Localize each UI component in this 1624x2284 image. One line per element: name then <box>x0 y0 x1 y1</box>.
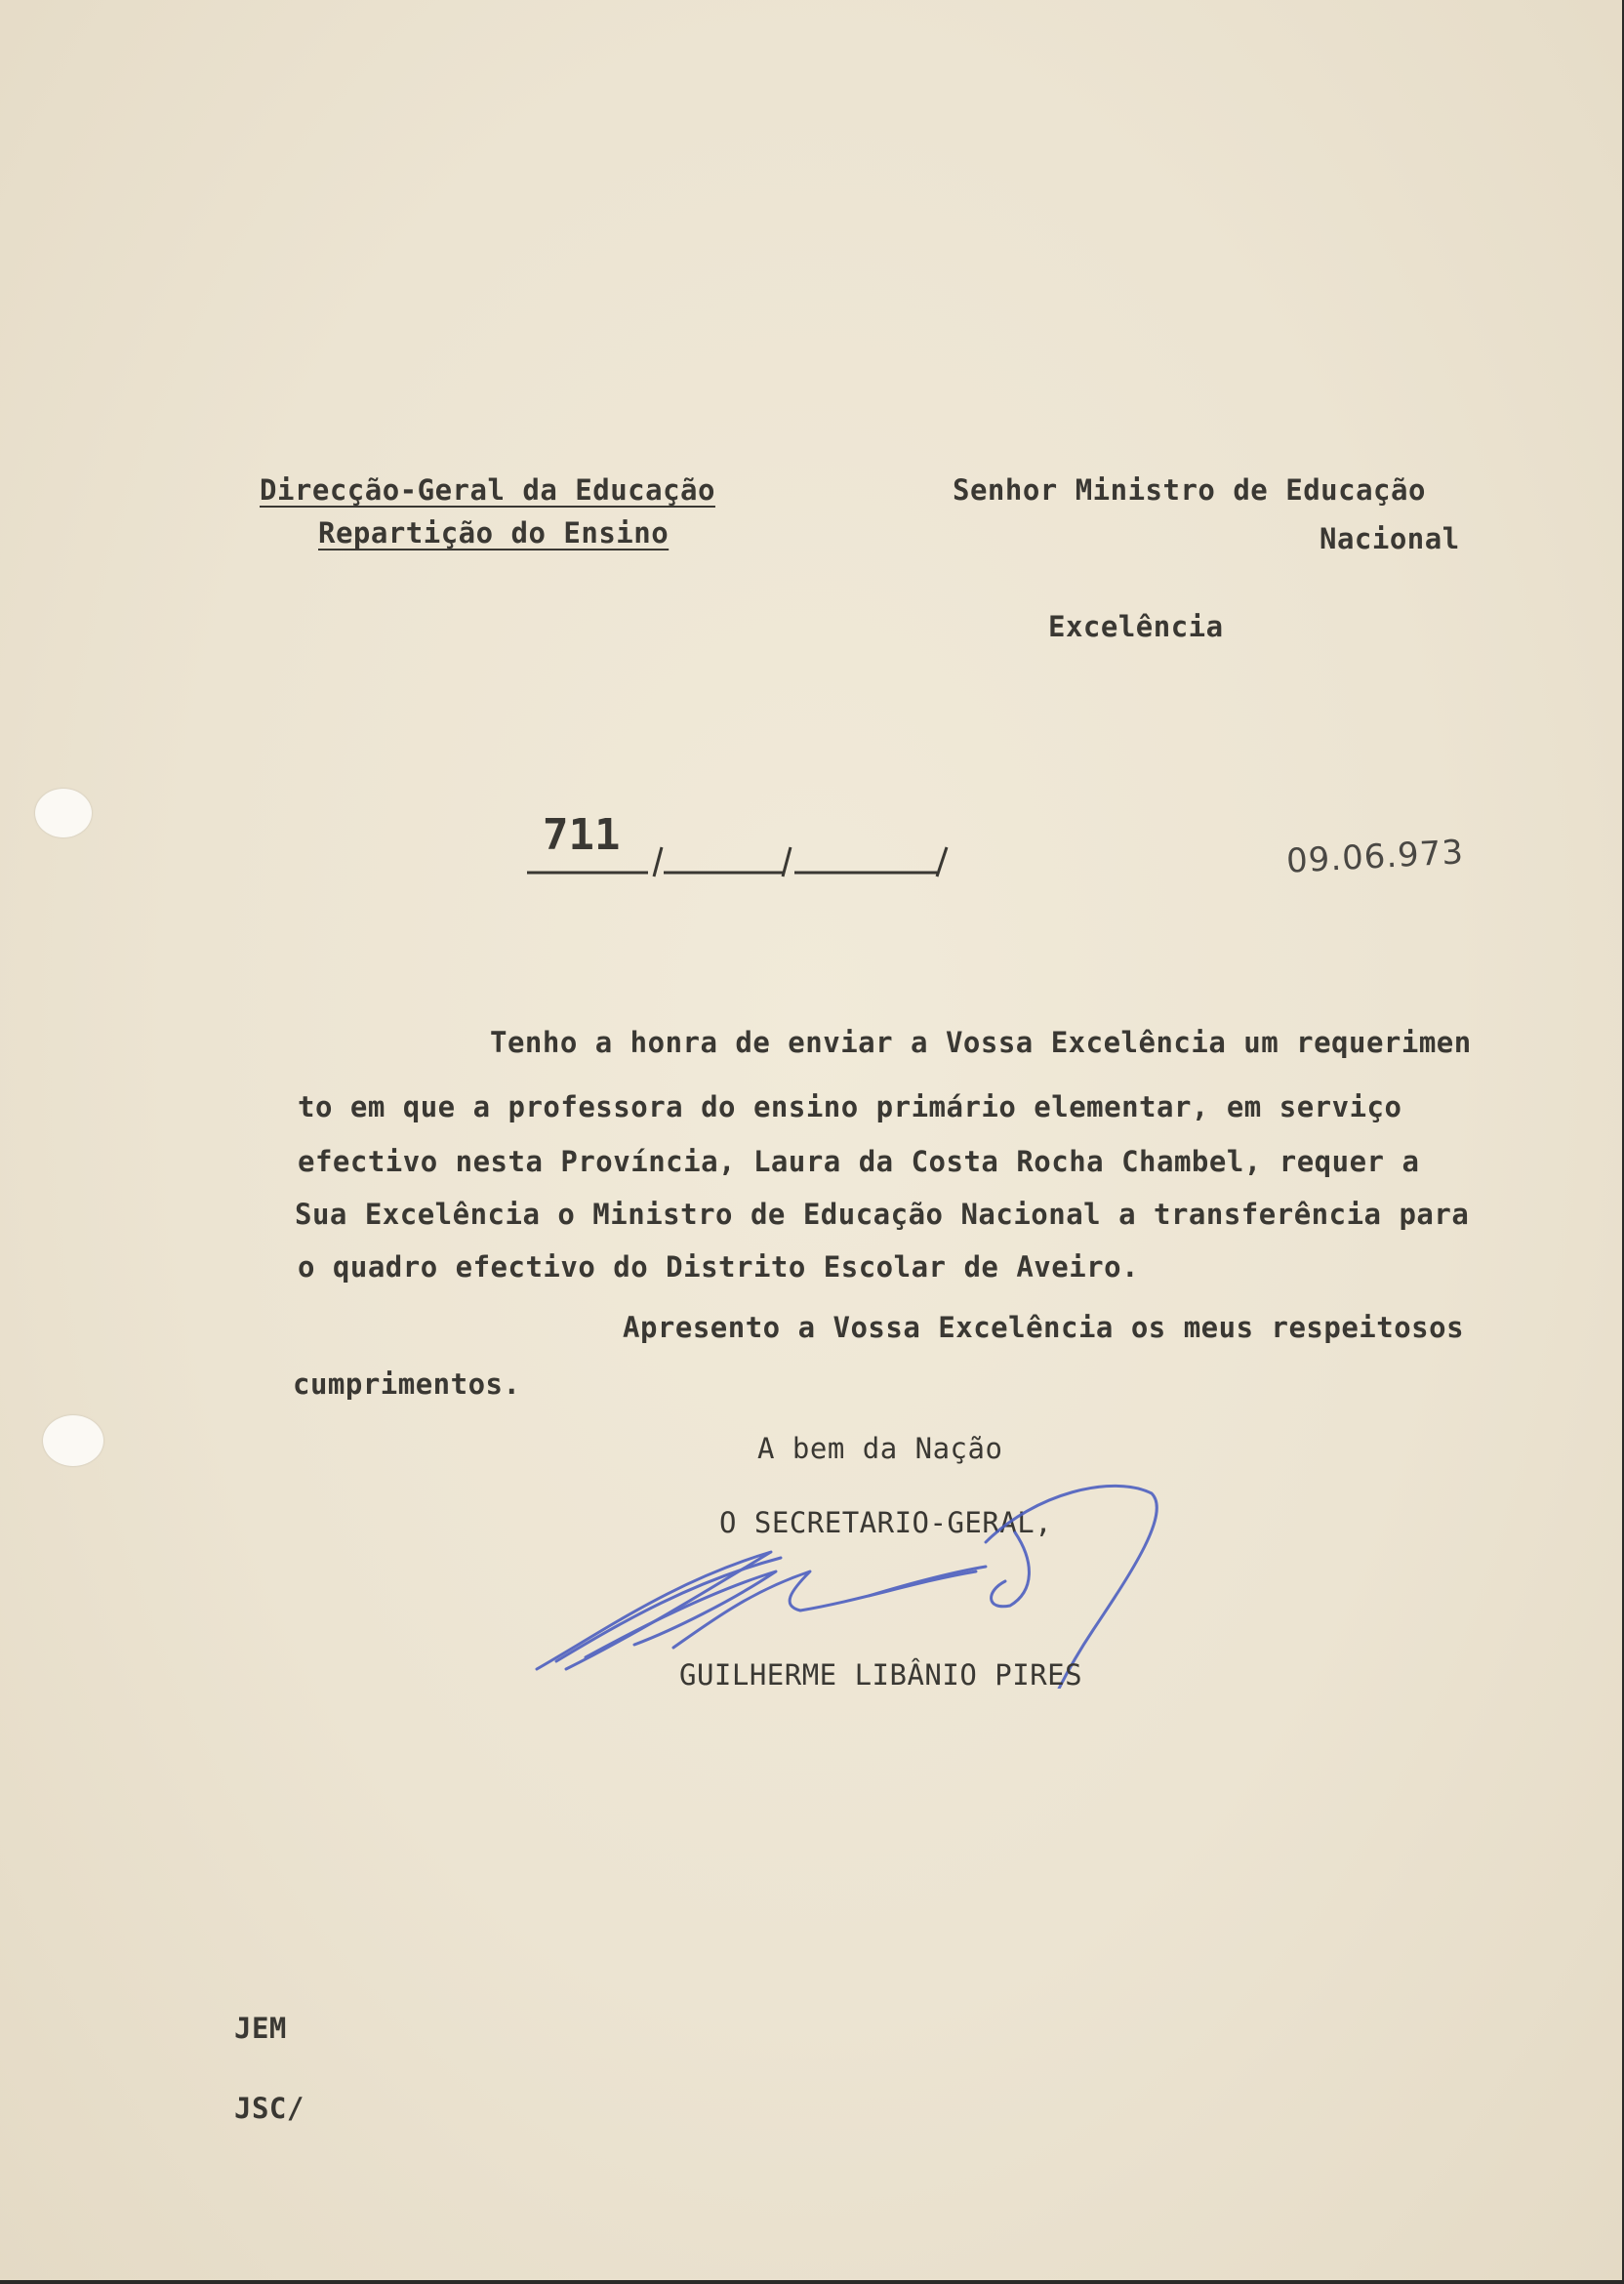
closing-formula: A bem da Nação <box>757 1432 1003 1465</box>
salutation: Excelência <box>1048 610 1224 643</box>
typist-initials-1: JEM <box>234 2012 287 2045</box>
punch-hole-bottom <box>43 1415 103 1466</box>
body-line-7: cumprimentos. <box>293 1367 521 1401</box>
addressee-line-1: Senhor Ministro de Educação <box>953 473 1426 507</box>
handwritten-date: 09.06.973 <box>1285 833 1465 881</box>
letterhead-section: Repartição do Ensino <box>318 516 670 550</box>
reference-number: 711 <box>543 810 621 860</box>
signer-name: GUILHERME LIBÂNIO PIRES <box>679 1658 1083 1692</box>
body-line-5: o quadro efectivo do Distrito Escolar de Aveiro. <box>298 1250 1140 1284</box>
handwritten-signature <box>527 1432 1191 1692</box>
body-line-3: efectivo nesta Província, Laura da Costa Rocha Chambel, requer a <box>298 1145 1420 1178</box>
body-line-2: to em que a professora do ensino primário elementar, em serviço <box>298 1090 1402 1123</box>
punch-hole-top <box>35 789 92 837</box>
signer-title: O SECRETARIO-GERAL, <box>719 1506 1053 1539</box>
addressee-line-2: Nacional <box>1320 522 1460 555</box>
letterhead-department: Direcção-Geral da Educação <box>260 473 715 507</box>
typist-initials-2: JSC/ <box>234 2092 304 2125</box>
reference-blank-lines <box>527 828 956 886</box>
body-line-6: Apresento a Vossa Excelência os meus respeitosos <box>623 1311 1465 1344</box>
body-line-1: Tenho a honra de enviar a Vossa Excelência um requerimen <box>490 1026 1472 1059</box>
body-line-4: Sua Excelência o Ministro de Educação Nacional a transferência para <box>295 1198 1470 1231</box>
